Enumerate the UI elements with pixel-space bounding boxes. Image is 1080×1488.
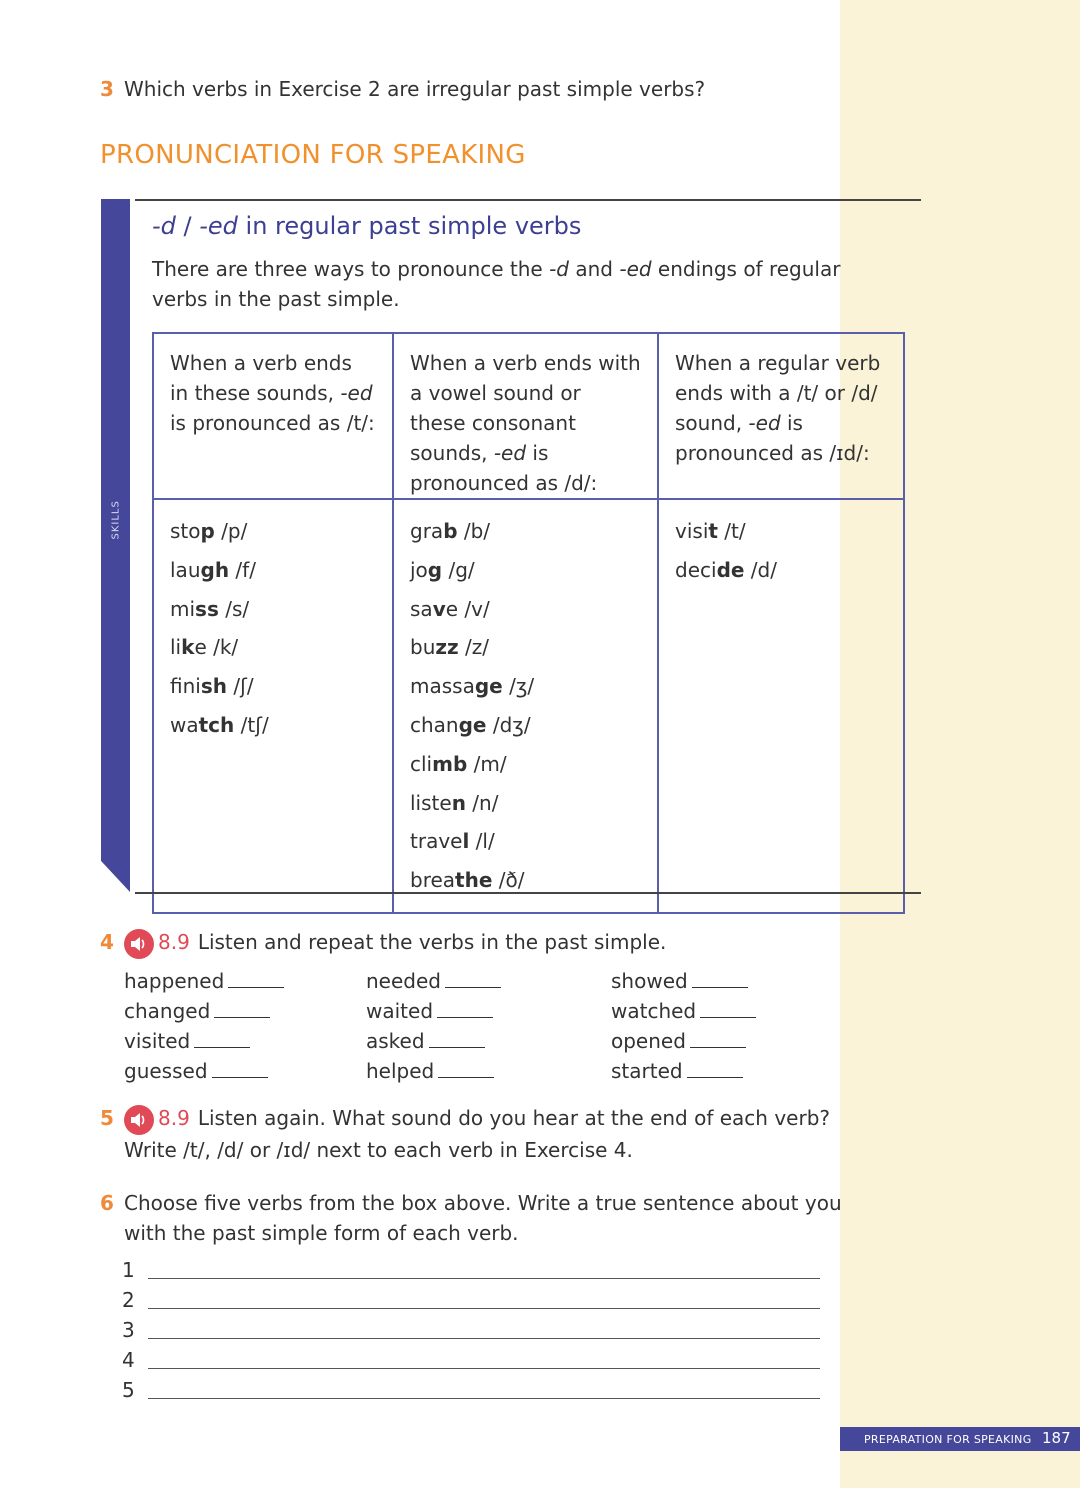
answer-blank[interactable] — [437, 1003, 493, 1018]
example-word: climb /m/ — [410, 751, 507, 776]
example-word: visit /t/ — [675, 519, 746, 543]
example-word: finish /ʃ/ — [170, 674, 254, 699]
verb-column — [366, 966, 501, 1086]
answer-blank[interactable] — [194, 1033, 250, 1048]
page-number: 187 — [1042, 1429, 1071, 1447]
answer-blank[interactable] — [692, 973, 748, 988]
answer-blank[interactable] — [214, 1003, 270, 1018]
answer-blank[interactable] — [445, 973, 501, 988]
verb-item: changed — [124, 996, 284, 1026]
verb-item: started — [611, 1056, 756, 1086]
exercise-number: 6 — [100, 1191, 114, 1215]
audio-icon[interactable] — [124, 1105, 154, 1135]
table-body-row — [153, 499, 904, 913]
exercise-6 — [100, 1188, 842, 1248]
exercise-text: with the past simple form of each verb. — [124, 1221, 519, 1245]
table-cell — [153, 499, 393, 913]
verb-item: happened — [124, 966, 284, 996]
exercise-number: 3 — [100, 77, 114, 101]
verb-item: showed — [611, 966, 756, 996]
verb-column — [124, 966, 284, 1086]
table-cell — [658, 499, 904, 913]
table-header-cell: When a verb ends with a vowel sound or these consonant sounds, -ed is pronounced as /d/: — [393, 333, 658, 499]
verb-item: guessed — [124, 1056, 284, 1086]
verb-item: waited — [366, 996, 501, 1026]
example-word: stop /p/ — [170, 519, 248, 543]
skills-label: SKILLS — [110, 500, 122, 540]
answer-blank[interactable] — [438, 1063, 494, 1078]
box-intro: There are three ways to pronounce the -d and -ed endings of regular verbs in the past simple. — [152, 257, 841, 311]
audio-icon[interactable] — [124, 929, 154, 959]
example-word: grab /b/ — [410, 519, 491, 543]
page-footer — [840, 1427, 1080, 1451]
answer-blank[interactable] — [687, 1063, 743, 1078]
example-word: miss /s/ — [170, 596, 250, 621]
table-header-row — [153, 333, 904, 499]
answer-blank[interactable] — [700, 1003, 756, 1018]
verb-item: opened — [611, 1026, 756, 1056]
verb-item: helped — [366, 1056, 501, 1086]
writing-line[interactable]: 4 — [122, 1348, 135, 1378]
example-word: watch /tʃ/ — [170, 712, 269, 737]
exercise-5 — [100, 1103, 830, 1165]
skills-bar — [101, 199, 130, 892]
writing-line[interactable]: 2 — [122, 1288, 135, 1318]
verb-column — [611, 966, 756, 1086]
exercise-3 — [100, 74, 705, 104]
example-word: listen /n/ — [410, 790, 499, 815]
box-title: -d / -ed in regular past simple verbs — [152, 212, 582, 240]
table-cell — [393, 499, 658, 913]
exercise-text: Listen again. What sound do you hear at the end of each verb? — [197, 1106, 831, 1130]
answer-blank[interactable] — [690, 1033, 746, 1048]
track-number: 8.9 — [158, 930, 190, 954]
box-top-rule — [135, 199, 921, 201]
example-word: breathe /ð/ — [410, 868, 525, 893]
verb-item: needed — [366, 966, 501, 996]
answer-blank[interactable] — [228, 973, 284, 988]
example-word: save /v/ — [410, 596, 490, 621]
example-word: like /k/ — [170, 635, 239, 660]
example-word: massage /ʒ/ — [410, 674, 535, 699]
exercise-text: Choose five verbs from the box above. Write a true sentence about you — [124, 1191, 842, 1215]
example-word: laugh /f/ — [170, 557, 256, 582]
writing-line[interactable]: 1 — [122, 1258, 135, 1288]
writing-line[interactable]: 5 — [122, 1378, 135, 1408]
example-word: decide /d/ — [675, 557, 777, 582]
example-word: travel /l/ — [410, 829, 495, 854]
verb-item: visited — [124, 1026, 284, 1056]
example-word: jog /g/ — [410, 557, 475, 582]
table-header-cell: When a verb ends in these sounds, -ed is pronounced as /t/: — [153, 333, 393, 499]
section-heading: PRONUNCIATION FOR SPEAKING — [100, 140, 526, 170]
answer-blank[interactable] — [212, 1063, 268, 1078]
track-number: 8.9 — [158, 1106, 190, 1130]
exercise-4 — [100, 927, 666, 959]
writing-line[interactable]: 3 — [122, 1318, 135, 1348]
answer-blank[interactable] — [429, 1033, 485, 1048]
verb-item: asked — [366, 1026, 501, 1056]
example-word: change /dʒ/ — [410, 712, 531, 737]
example-word: buzz /z/ — [410, 635, 489, 660]
exercise-text: Listen and repeat the verbs in the past simple. — [197, 930, 667, 954]
footer-section: PREPARATION FOR SPEAKING — [864, 1433, 1032, 1446]
box-bottom-rule — [135, 892, 921, 894]
exercise-text: Write /t/, /d/ or /ɪd/ next to each verb in Exercise 4. — [124, 1137, 633, 1162]
exercise-text: Which verbs in Exercise 2 are irregular past simple verbs? — [124, 77, 706, 101]
verb-item: watched — [611, 996, 756, 1026]
table-header-cell: When a regular verb ends with a /t/ or /d/ sound, -ed is pronounced as /ɪd/: — [658, 333, 904, 499]
exercise-number: 4 — [100, 930, 114, 954]
exercise-number: 5 — [100, 1106, 114, 1130]
sound-table — [152, 332, 905, 914]
